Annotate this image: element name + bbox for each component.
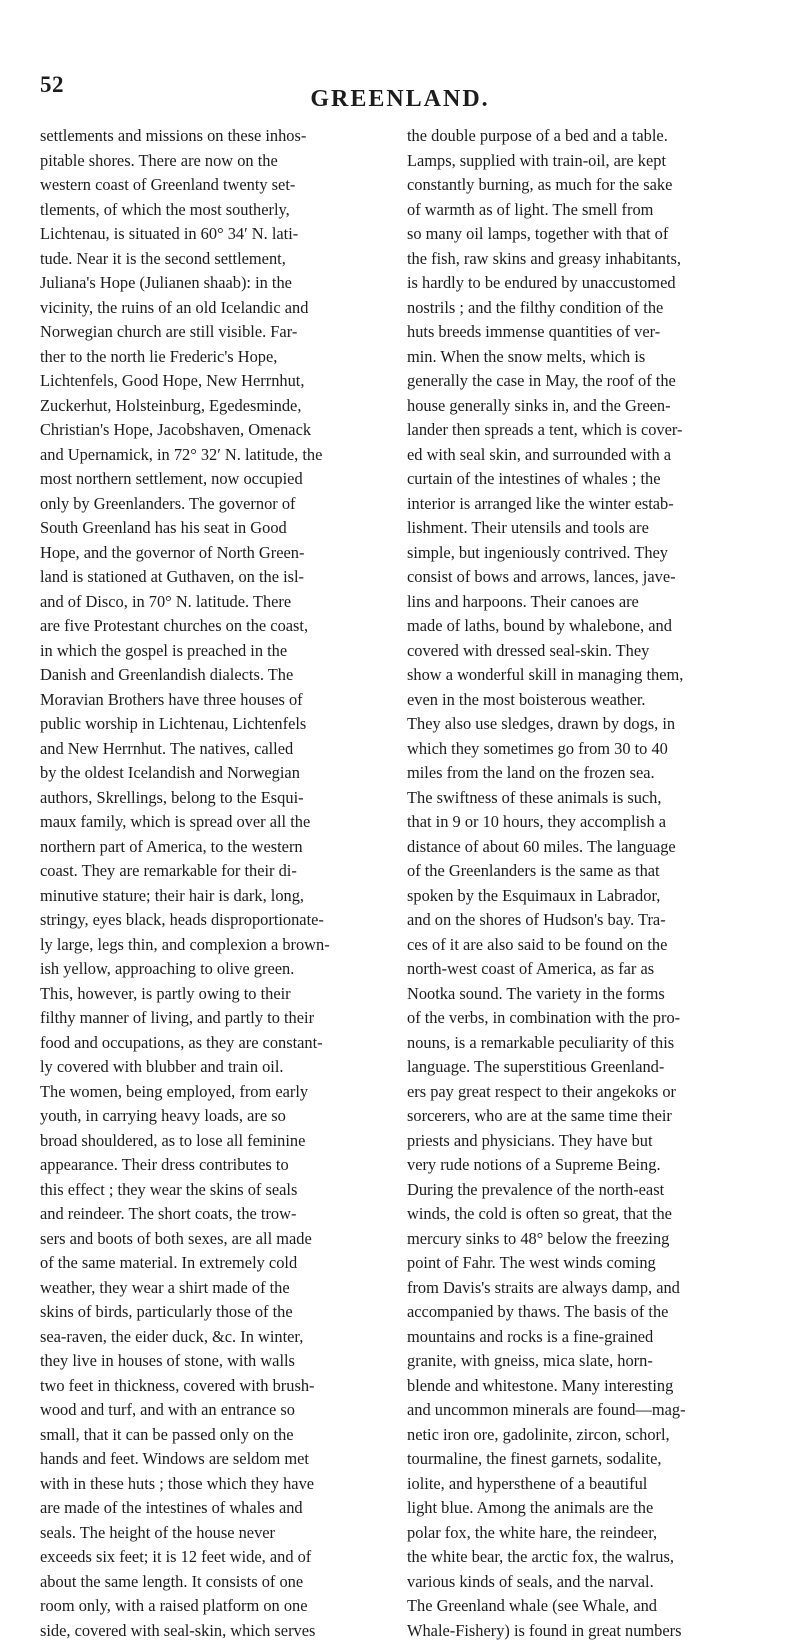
text-line: mercury sinks to 48° below the freezing: [407, 1227, 762, 1252]
text-line: granite, with gneiss, mica slate, horn-: [407, 1349, 762, 1374]
text-line: settlements and missions on these inhos-: [40, 124, 395, 149]
text-line: this effect ; they wear the skins of seals: [40, 1178, 395, 1203]
text-line: of the same material. In extremely cold: [40, 1251, 395, 1276]
text-line: iolite, and hypersthene of a beautiful: [407, 1472, 762, 1497]
text-line: Danish and Greenlandish dialects. The: [40, 663, 395, 688]
text-line: public worship in Lichtenau, Lichtenfels: [40, 712, 395, 737]
text-line: which they sometimes go from 30 to 40: [407, 737, 762, 762]
text-line: two feet in thickness, covered with brush-: [40, 1374, 395, 1399]
text-line: mountains and rocks is a fine-grained: [407, 1325, 762, 1350]
text-line: by the oldest Icelandish and Norwegian: [40, 761, 395, 786]
text-line: are five Protestant churches on the coast,: [40, 614, 395, 639]
running-title: GREENLAND.: [0, 86, 800, 113]
text-line: even in the most boisterous weather.: [407, 688, 762, 713]
text-line: are made of the intestines of whales and: [40, 1496, 395, 1521]
text-line: side, covered with seal-skin, which serves: [40, 1619, 395, 1643]
text-line: small, that it can be passed only on the: [40, 1423, 395, 1448]
text-line: tlements, of which the most southerly,: [40, 198, 395, 223]
text-line: in which the gospel is preached in the: [40, 639, 395, 664]
text-line: of warmth as of light. The smell from: [407, 198, 762, 223]
text-line: Whale-Fishery) is found in great numbers: [407, 1619, 762, 1643]
text-line: ers pay great respect to their angekoks or: [407, 1080, 762, 1105]
text-line: During the prevalence of the north-east: [407, 1178, 762, 1203]
text-line: tourmaline, the finest garnets, sodalite,: [407, 1447, 762, 1472]
text-line: maux family, which is spread over all the: [40, 810, 395, 835]
text-line: huts breeds immense quantities of ver-: [407, 320, 762, 345]
text-line: Christian's Hope, Jacobshaven, Omenack: [40, 418, 395, 443]
text-line: Juliana's Hope (Julianen shaab): in the: [40, 271, 395, 296]
text-line: very rude notions of a Supreme Being.: [407, 1153, 762, 1178]
text-line: The Greenland whale (see Whale, and: [407, 1594, 762, 1619]
text-line: sea-raven, the eider duck, &c. In winter,: [40, 1325, 395, 1350]
text-line: Lichtenau, is situated in 60° 34′ N. lati-: [40, 222, 395, 247]
text-line: point of Fahr. The west winds coming: [407, 1251, 762, 1276]
text-line: This, however, is partly owing to their: [40, 982, 395, 1007]
text-line: blende and whitestone. Many interesting: [407, 1374, 762, 1399]
text-line: from Davis's straits are always damp, and: [407, 1276, 762, 1301]
text-line: various kinds of seals, and the narval.: [407, 1570, 762, 1595]
text-line: ther to the north lie Frederic's Hope,: [40, 345, 395, 370]
left-column: [40, 124, 395, 1274]
text-line: Moravian Brothers have three houses of: [40, 688, 395, 713]
text-line: ly covered with blubber and train oil.: [40, 1055, 395, 1080]
text-line: Norwegian church are still visible. Far-: [40, 320, 395, 345]
text-line: Zuckerhut, Holsteinburg, Egedesminde,: [40, 394, 395, 419]
text-line: they live in houses of stone, with walls: [40, 1349, 395, 1374]
text-line: only by Greenlanders. The governor of: [40, 492, 395, 517]
text-line: is hardly to be endured by unaccustomed: [407, 271, 762, 296]
text-line: lander then spreads a tent, which is cover-: [407, 418, 762, 443]
text-line: food and occupations, as they are constant-: [40, 1031, 395, 1056]
text-line: made of laths, bound by whalebone, and: [407, 614, 762, 639]
text-line: nostrils ; and the filthy condition of the: [407, 296, 762, 321]
text-line: Lichtenfels, Good Hope, New Herrnhut,: [40, 369, 395, 394]
text-line: pitable shores. There are now on the: [40, 149, 395, 174]
text-line: Nootka sound. The variety in the forms: [407, 982, 762, 1007]
text-line: authors, Skrellings, belong to the Esqui-: [40, 786, 395, 811]
text-line: and of Disco, in 70° N. latitude. There: [40, 590, 395, 615]
text-line: so many oil lamps, together with that of: [407, 222, 762, 247]
text-line: tude. Near it is the second settlement,: [40, 247, 395, 272]
text-line: ish yellow, approaching to olive green.: [40, 957, 395, 982]
text-line: wood and turf, and with an entrance so: [40, 1398, 395, 1423]
text-line: seals. The height of the house never: [40, 1521, 395, 1546]
text-line: The swiftness of these animals is such,: [407, 786, 762, 811]
text-line: curtain of the intestines of whales ; the: [407, 467, 762, 492]
text-line: and on the shores of Hudson's bay. Tra-: [407, 908, 762, 933]
text-line: appearance. Their dress contributes to: [40, 1153, 395, 1178]
text-line: north-west coast of America, as far as: [407, 957, 762, 982]
text-line: about the same length. It consists of one: [40, 1570, 395, 1595]
text-line: lins and harpoons. Their canoes are: [407, 590, 762, 615]
text-line: the white bear, the arctic fox, the walrus,: [407, 1545, 762, 1570]
text-line: constantly burning, as much for the sake: [407, 173, 762, 198]
text-line: room only, with a raised platform on one: [40, 1594, 395, 1619]
text-line: with in these huts ; those which they have: [40, 1472, 395, 1497]
text-line: western coast of Greenland twenty set-: [40, 173, 395, 198]
text-line: and Upernamick, in 72° 32′ N. latitude, the: [40, 443, 395, 468]
text-line: most northern settlement, now occupied: [40, 467, 395, 492]
text-line: winds, the cold is often so great, that the: [407, 1202, 762, 1227]
text-line: that in 9 or 10 hours, they accomplish a: [407, 810, 762, 835]
text-line: distance of about 60 miles. The language: [407, 835, 762, 860]
page-number: 52: [40, 72, 64, 98]
text-line: show a wonderful skill in managing them,: [407, 663, 762, 688]
right-column: [407, 124, 762, 1274]
text-line: stringy, eyes black, heads disproportionate-: [40, 908, 395, 933]
text-line: covered with dressed seal-skin. They: [407, 639, 762, 664]
text-line: ed with seal skin, and surrounded with a: [407, 443, 762, 468]
text-line: spoken by the Esquimaux in Labrador,: [407, 884, 762, 909]
text-line: and New Herrnhut. The natives, called: [40, 737, 395, 762]
text-line: miles from the land on the frozen sea.: [407, 761, 762, 786]
text-line: the double purpose of a bed and a table.: [407, 124, 762, 149]
text-line: filthy manner of living, and partly to their: [40, 1006, 395, 1031]
text-line: sers and boots of both sexes, are all made: [40, 1227, 395, 1252]
text-line: sorcerers, who are at the same time their: [407, 1104, 762, 1129]
text-line: of the verbs, in combination with the pro-: [407, 1006, 762, 1031]
text-line: Hope, and the governor of North Green-: [40, 541, 395, 566]
text-line: broad shouldered, as to lose all feminine: [40, 1129, 395, 1154]
text-line: Lamps, supplied with train-oil, are kept: [407, 149, 762, 174]
text-line: netic iron ore, gadolinite, zircon, schorl,: [407, 1423, 762, 1448]
text-line: coast. They are remarkable for their di-: [40, 859, 395, 884]
text-line: vicinity, the ruins of an old Icelandic and: [40, 296, 395, 321]
text-line: They also use sledges, drawn by dogs, in: [407, 712, 762, 737]
text-line: hands and feet. Windows are seldom met: [40, 1447, 395, 1472]
text-line: ces of it are also said to be found on the: [407, 933, 762, 958]
text-line: polar fox, the white hare, the reindeer,: [407, 1521, 762, 1546]
text-line: exceeds six feet; it is 12 feet wide, and of: [40, 1545, 395, 1570]
text-line: northern part of America, to the western: [40, 835, 395, 860]
text-line: weather, they wear a shirt made of the: [40, 1276, 395, 1301]
text-line: light blue. Among the animals are the: [407, 1496, 762, 1521]
text-line: accompanied by thaws. The basis of the: [407, 1300, 762, 1325]
text-line: nouns, is a remarkable peculiarity of this: [407, 1031, 762, 1056]
text-line: min. When the snow melts, which is: [407, 345, 762, 370]
text-line: land is stationed at Guthaven, on the isl-: [40, 565, 395, 590]
text-line: ly large, legs thin, and complexion a brown-: [40, 933, 395, 958]
text-line: The women, being employed, from early: [40, 1080, 395, 1105]
text-line: language. The superstitious Greenland-: [407, 1055, 762, 1080]
text-line: skins of birds, particularly those of the: [40, 1300, 395, 1325]
text-line: lishment. Their utensils and tools are: [407, 516, 762, 541]
text-line: and reindeer. The short coats, the trow-: [40, 1202, 395, 1227]
text-line: interior is arranged like the winter estab-: [407, 492, 762, 517]
text-line: and uncommon minerals are found—mag-: [407, 1398, 762, 1423]
text-line: youth, in carrying heavy loads, are so: [40, 1104, 395, 1129]
text-line: simple, but ingeniously contrived. They: [407, 541, 762, 566]
text-line: generally the case in May, the roof of the: [407, 369, 762, 394]
text-line: consist of bows and arrows, lances, jave-: [407, 565, 762, 590]
text-line: priests and physicians. They have but: [407, 1129, 762, 1154]
text-line: minutive stature; their hair is dark, long,: [40, 884, 395, 909]
text-line: house generally sinks in, and the Green-: [407, 394, 762, 419]
text-line: South Greenland has his seat in Good: [40, 516, 395, 541]
text-line: the fish, raw skins and greasy inhabitants,: [407, 247, 762, 272]
text-line: of the Greenlanders is the same as that: [407, 859, 762, 884]
